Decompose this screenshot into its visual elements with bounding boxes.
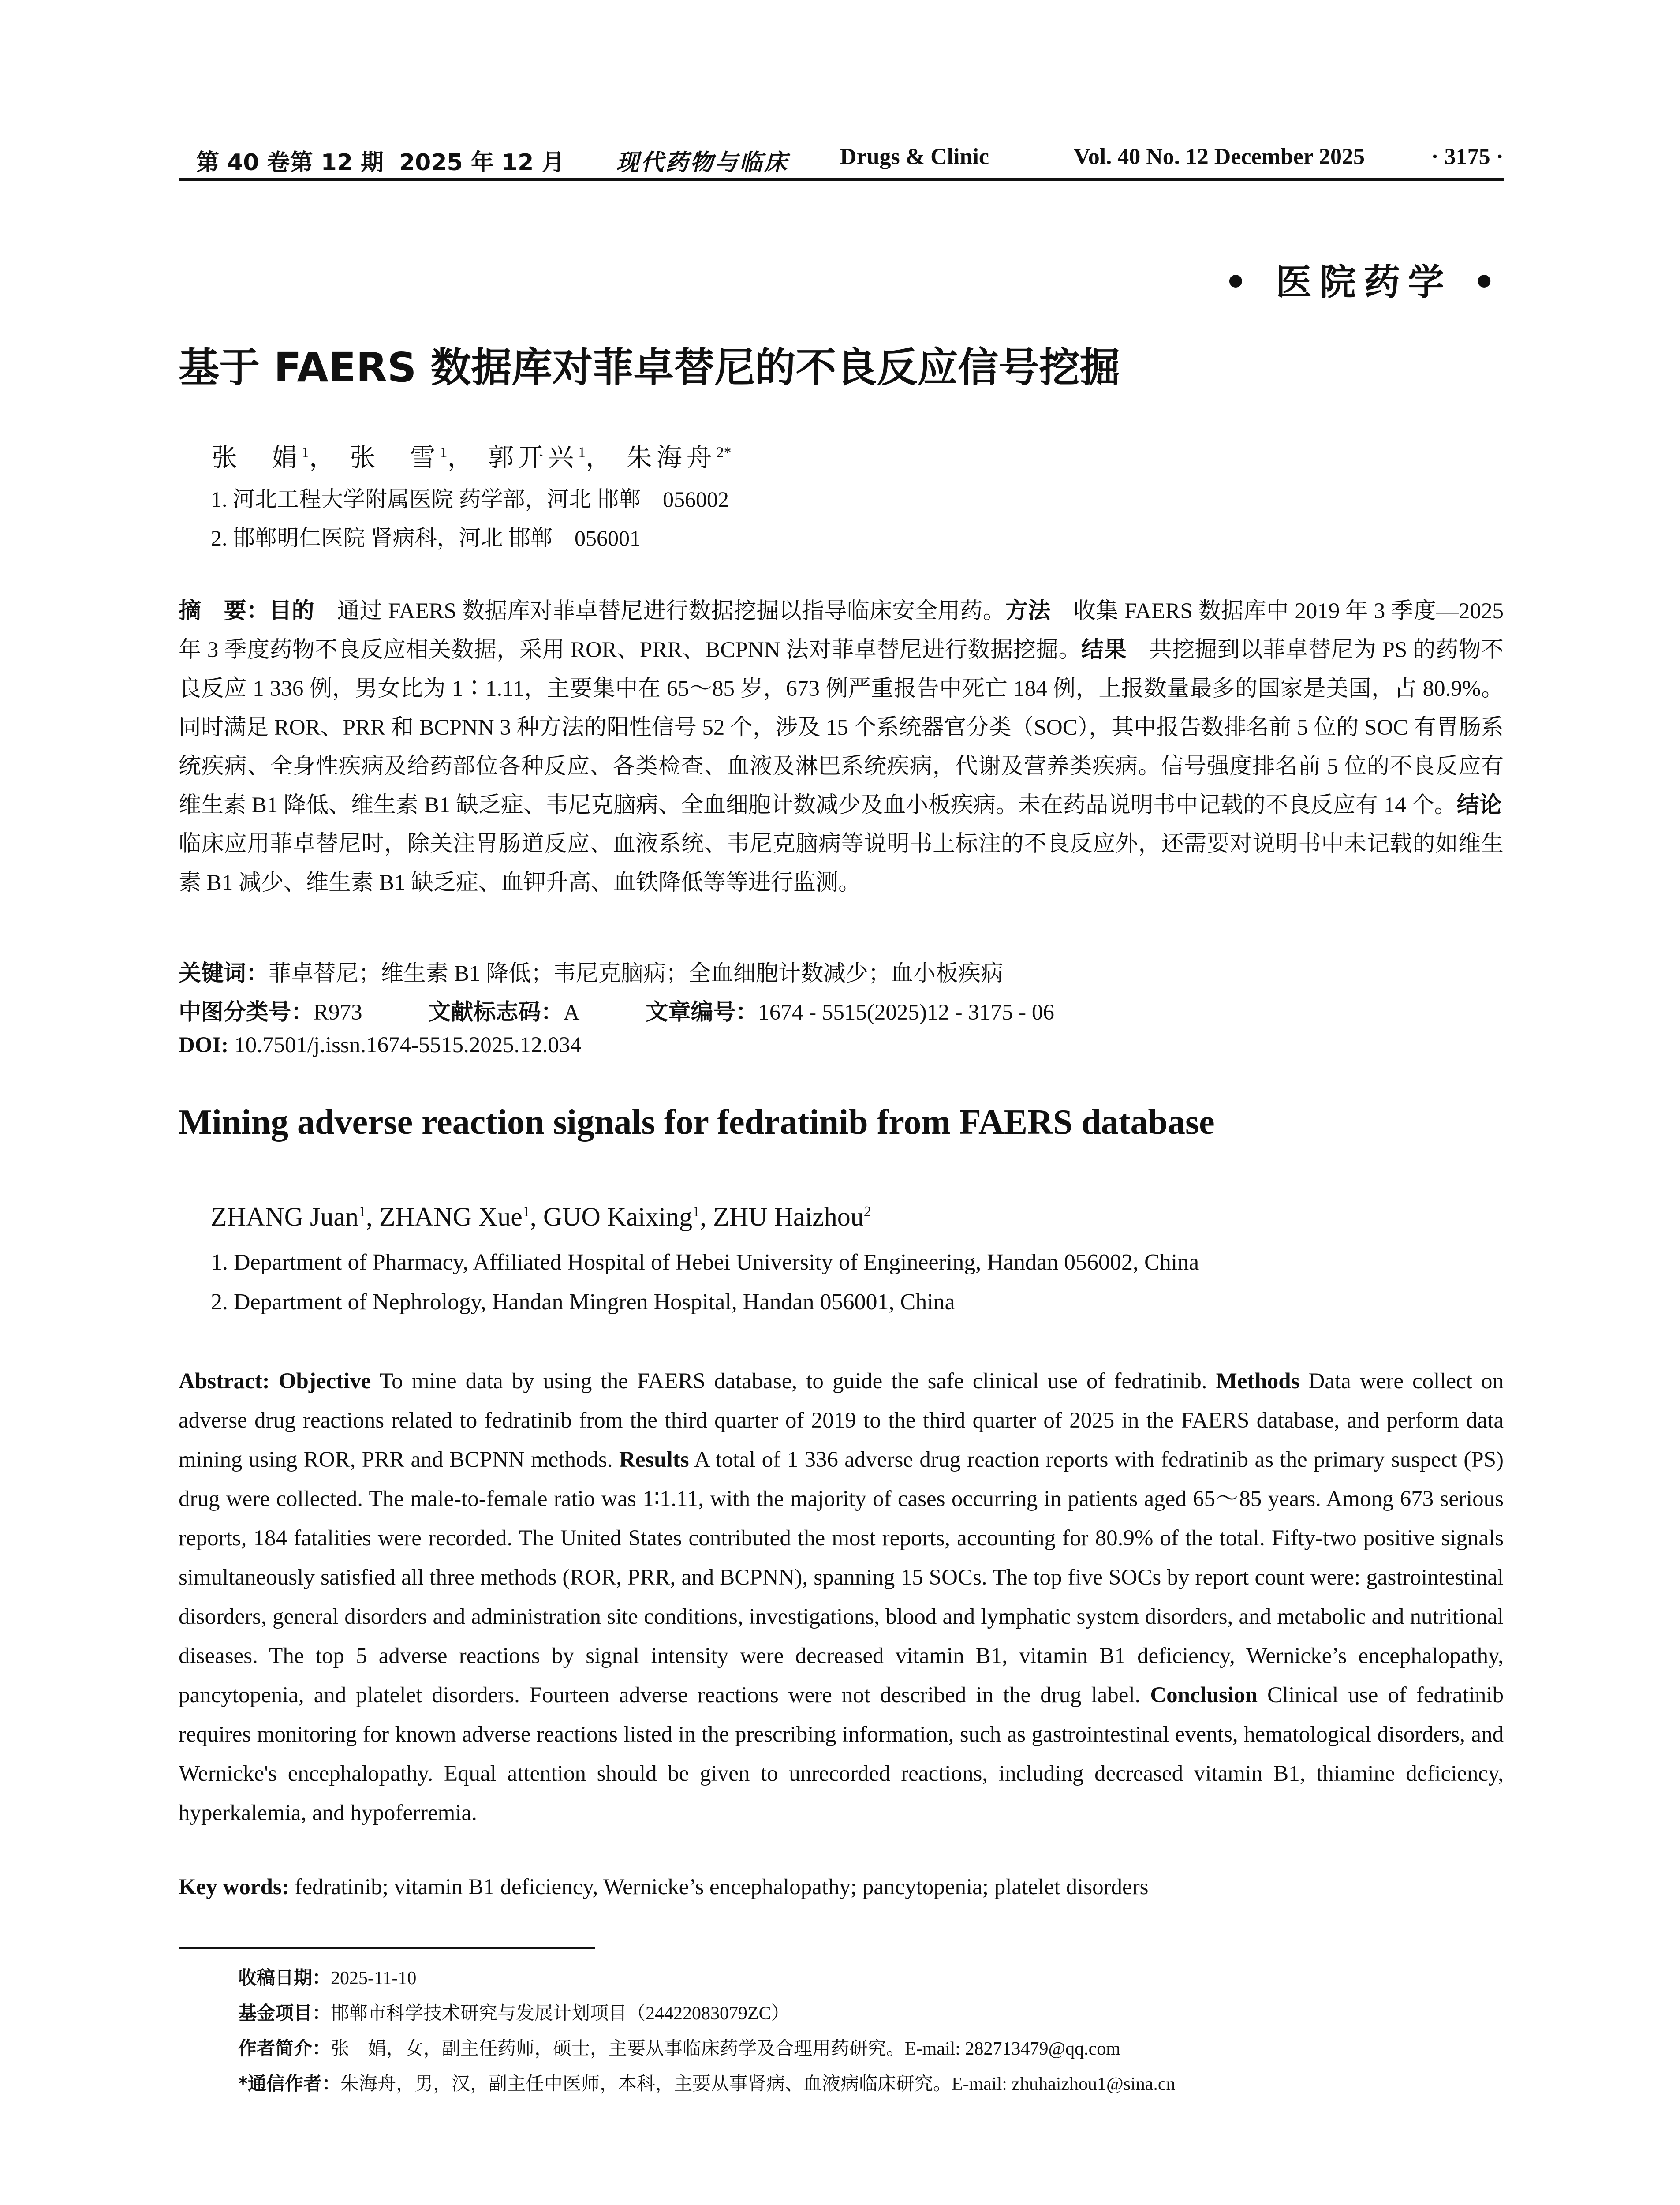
methods-text: Data were collect on adverse drug reactions related to fedratinib from the third quarter of 2019 to the third quarter of 2025 in the FAERS database, and perform data mining using ROR, PRR and BCPNN methods. xyxy=(179,1369,1504,1472)
results-text: A total of 1 336 adverse drug reaction reports with fedratinib as the primary suspect (PS) drug were collected. The male-to-female ratio was 1∶1.11, with the majority of cases occurring in patients aged 65～85 years. Among 673 serious reports, 184 fatalities were recorded. The United States contributed the most reports, accounting for 80.9% of the total. Fifty-two positive signals simultaneously satisfied all three methods (ROR, PRR, and BCPNN), spanning 15 SOCs. The top five SOCs by report count were: gastrointestinal disorders, general disorders and administration site conditions, investigations, blood and lymphatic system disorders, and metabolic and nutritional diseases. The top 5 adverse reactions by signal intensity were decreased vitamin B1, vitamin B1 deficiency, Wernicke’s encephalopathy, pancytopenia, and platelet disorders. Fourteen adverse reactions were not described in the drug label. xyxy=(179,1447,1504,1708)
results-text: 共挖掘到以菲卓替尼为 PS 的药物不良反应 1 336 例，男女比为 1∶1.11，主要集中在 65～85 岁，673 例严重报告中死亡 184 例，上报数量最多的国家是美国，占 80.9%。同时满足 ROR、PRR 和 BCPNN 3 种方法的阳性信号 52 个，涉及 15 个系统器官分类（SOC），其中报告数排名前 5 位的 SOC 有胃肠系统疾病、全身性疾病及给药部位各种反应、各类检查、血液及淋巴系统疾病，代谢及营养类疾病。信号强度排名前 5 位的不良反应有维生素 B1 降低、维生素 B1 缺乏症、韦尼克脑病、全血细胞计数减少及血小板疾病。未在药品说明书中记载的不良反应有 14 个。 xyxy=(179,638,1504,818)
objective-text: To mine data by using the FAERS database, to guide the safe clinical use of fedratinib. xyxy=(371,1369,1216,1394)
footnote-label: 收稿日期： xyxy=(238,1967,331,1988)
author-cn: 郭开兴 xyxy=(488,443,579,472)
doi-line xyxy=(179,1032,582,1058)
abstract-en xyxy=(179,1362,1504,1833)
title-en: Mining adverse reaction signals for fedratinib from FAERS database xyxy=(179,1103,1215,1142)
author-sup: 1 xyxy=(578,444,586,461)
author-sup: 1 xyxy=(522,1203,530,1220)
clc-label: 中图分类号： xyxy=(179,999,314,1025)
abstract-label: Abstract: xyxy=(179,1369,279,1394)
objective-text: 通过 FAERS 数据库对菲卓替尼进行数据挖掘以指导临床安全用药。 xyxy=(314,599,1006,624)
header-journal-cn: 现代药物与临床 xyxy=(616,149,789,176)
authors-en: ZHANG Juan$^1$, ZHANG Xue$^1$, GUO Kaixing$^1$, ZHU Haizhou$^2$ xyxy=(211,1202,871,1231)
keywords-label: Key words: xyxy=(179,1875,289,1899)
author-sup: 2 xyxy=(863,1203,871,1220)
author-cn: 朱海舟 xyxy=(626,443,717,472)
section-label: • 医院药学 • xyxy=(1224,262,1504,303)
header-journal-en: Drugs & Clinic xyxy=(840,144,989,169)
author-sup: 1 xyxy=(358,1203,366,1220)
author-en: GUO Kaixing xyxy=(543,1202,693,1231)
footnote-label: 作者简介： xyxy=(238,2037,331,2059)
clc-value: R973 xyxy=(314,1000,362,1025)
author-en: ZHANG Juan xyxy=(211,1202,358,1231)
header-date-cn: 2025 年 12 月 xyxy=(399,149,565,176)
article-number-label: 文章编号： xyxy=(646,999,758,1025)
author-cn: 张 娟 xyxy=(212,443,302,472)
affiliation-en-1: 1. Department of Pharmacy, Affiliated Hospital of Hebei University of Engineering, Handan 056002, China xyxy=(211,1250,1199,1275)
conclusion-text: 临床应用菲卓替尼时，除关注胃肠道反应、血液系统、韦尼克脑病等说明书上标注的不良反应外，还需要对说明书中未记载的如维生素 B1 减少、维生素 B1 缺乏症、血钾升高、血铁降低等等进行监测。 xyxy=(179,793,1524,895)
author-en: ZHANG Xue xyxy=(379,1202,523,1231)
objective-label: Objective xyxy=(278,1369,371,1394)
footnote-corresponding xyxy=(238,2069,1176,2096)
footnote-text: 邯郸市科学技术研究与发展计划项目（24422083079ZC） xyxy=(331,2003,790,2024)
abstract-label: 摘 要： xyxy=(179,598,269,624)
conclusion-text: Clinical use of fedratinib requires monitoring for known adverse reactions listed in the prescribing information, such as gastrointestinal events, hematological disorders, and Wernicke's encephalopathy. Equal attention should be given to unrecorded reactions, including decreased vitamin B1, thiamine deficiency, hyperkalemia, and hypoferremia. xyxy=(179,1683,1504,1825)
footnote-label: *通信作者： xyxy=(238,2073,340,2094)
affiliation-cn-1: 1. 河北工程大学附属医院 药学部，河北 邯郸 056002 xyxy=(211,487,729,512)
methods-label: Methods xyxy=(1216,1369,1300,1394)
methods-text: 收集 FAERS 数据库中 2019 年 3 季度—2025 年 3 季度药物不良反应相关数据，采用 ROR、PRR、BCPNN 法对菲卓替尼进行数据挖掘。 xyxy=(179,599,1504,662)
author-en: ZHU Haizhou xyxy=(713,1202,864,1231)
footnote-funding xyxy=(238,1999,790,2025)
footnote-label: 基金项目： xyxy=(238,2002,331,2024)
footnote-text: 张 娟，女，副主任药师，硕士，主要从事临床药学及合理用药研究。E-mail: 282713479@qq.com xyxy=(331,2039,1120,2059)
doc-code-label: 文献标志码： xyxy=(428,999,564,1025)
author-sup: 1 xyxy=(440,444,448,461)
classification-line xyxy=(179,994,1054,1026)
affiliation-en-2: 2. Department of Nephrology, Handan Mingren Hospital, Handan 056001, China xyxy=(211,1289,955,1315)
doi-label: DOI: xyxy=(179,1033,229,1058)
footnote-divider xyxy=(179,1947,595,1949)
title-cn: 基于 FAERS 数据库对菲卓替尼的不良反应信号挖掘 xyxy=(179,344,1120,391)
abstract-cn xyxy=(179,592,1524,902)
footnote-received xyxy=(238,1963,416,1990)
keywords-cn xyxy=(179,955,1003,987)
author-cn: 张 雪 xyxy=(350,443,440,472)
methods-label: 方法 xyxy=(1005,598,1051,624)
keywords-text: 菲卓替尼；维生素 B1 降低；韦尼克脑病；全血细胞计数减少；血小板疾病 xyxy=(269,961,1004,986)
header-volume-en: Vol. 40 No. 12 December 2025 xyxy=(1074,144,1365,169)
author-sup: 2* xyxy=(716,444,732,461)
article-number-value: 1674 - 5515(2025)12 - 3175 - 06 xyxy=(758,1000,1054,1025)
author-sup: 1 xyxy=(302,444,310,461)
authors-cn: 张 娟$^1$， 张 雪$^1$， 郭开兴$^1$， 朱海舟$^{2*}$ xyxy=(212,443,732,472)
footnote-author-bio xyxy=(238,2034,1120,2060)
keywords-en xyxy=(179,1874,1149,1900)
conclusion-label: 结论 xyxy=(1456,792,1502,818)
running-header xyxy=(179,140,1504,181)
results-label: Results xyxy=(619,1447,689,1472)
author-sup: 1 xyxy=(692,1203,700,1220)
footnote-text: 2025-11-10 xyxy=(331,1968,417,1988)
keywords-label: 关键词： xyxy=(179,960,269,987)
results-label: 结果 xyxy=(1081,637,1127,663)
doi-value: 10.7501/j.issn.1674-5515.2025.12.034 xyxy=(228,1033,582,1058)
objective-label: 目的 xyxy=(269,598,314,624)
header-page-number: · 3175 · xyxy=(1431,144,1504,169)
header-volume-cn: 第 40 卷第 12 期 xyxy=(196,149,384,176)
keywords-text: fedratinib; vitamin B1 deficiency, Wernicke’s encephalopathy; pancytopenia; platelet disorders xyxy=(289,1875,1149,1899)
conclusion-label: Conclusion xyxy=(1150,1683,1258,1708)
doc-code-value: A xyxy=(563,1000,580,1025)
footnote-text: 朱海舟，男，汉，副主任中医师，本科，主要从事肾病、血液病临床研究。E-mail: zhuhaizhou1@sina.cn xyxy=(340,2074,1176,2094)
affiliation-cn-2: 2. 邯郸明仁医院 肾病科，河北 邯郸 056001 xyxy=(211,526,641,550)
